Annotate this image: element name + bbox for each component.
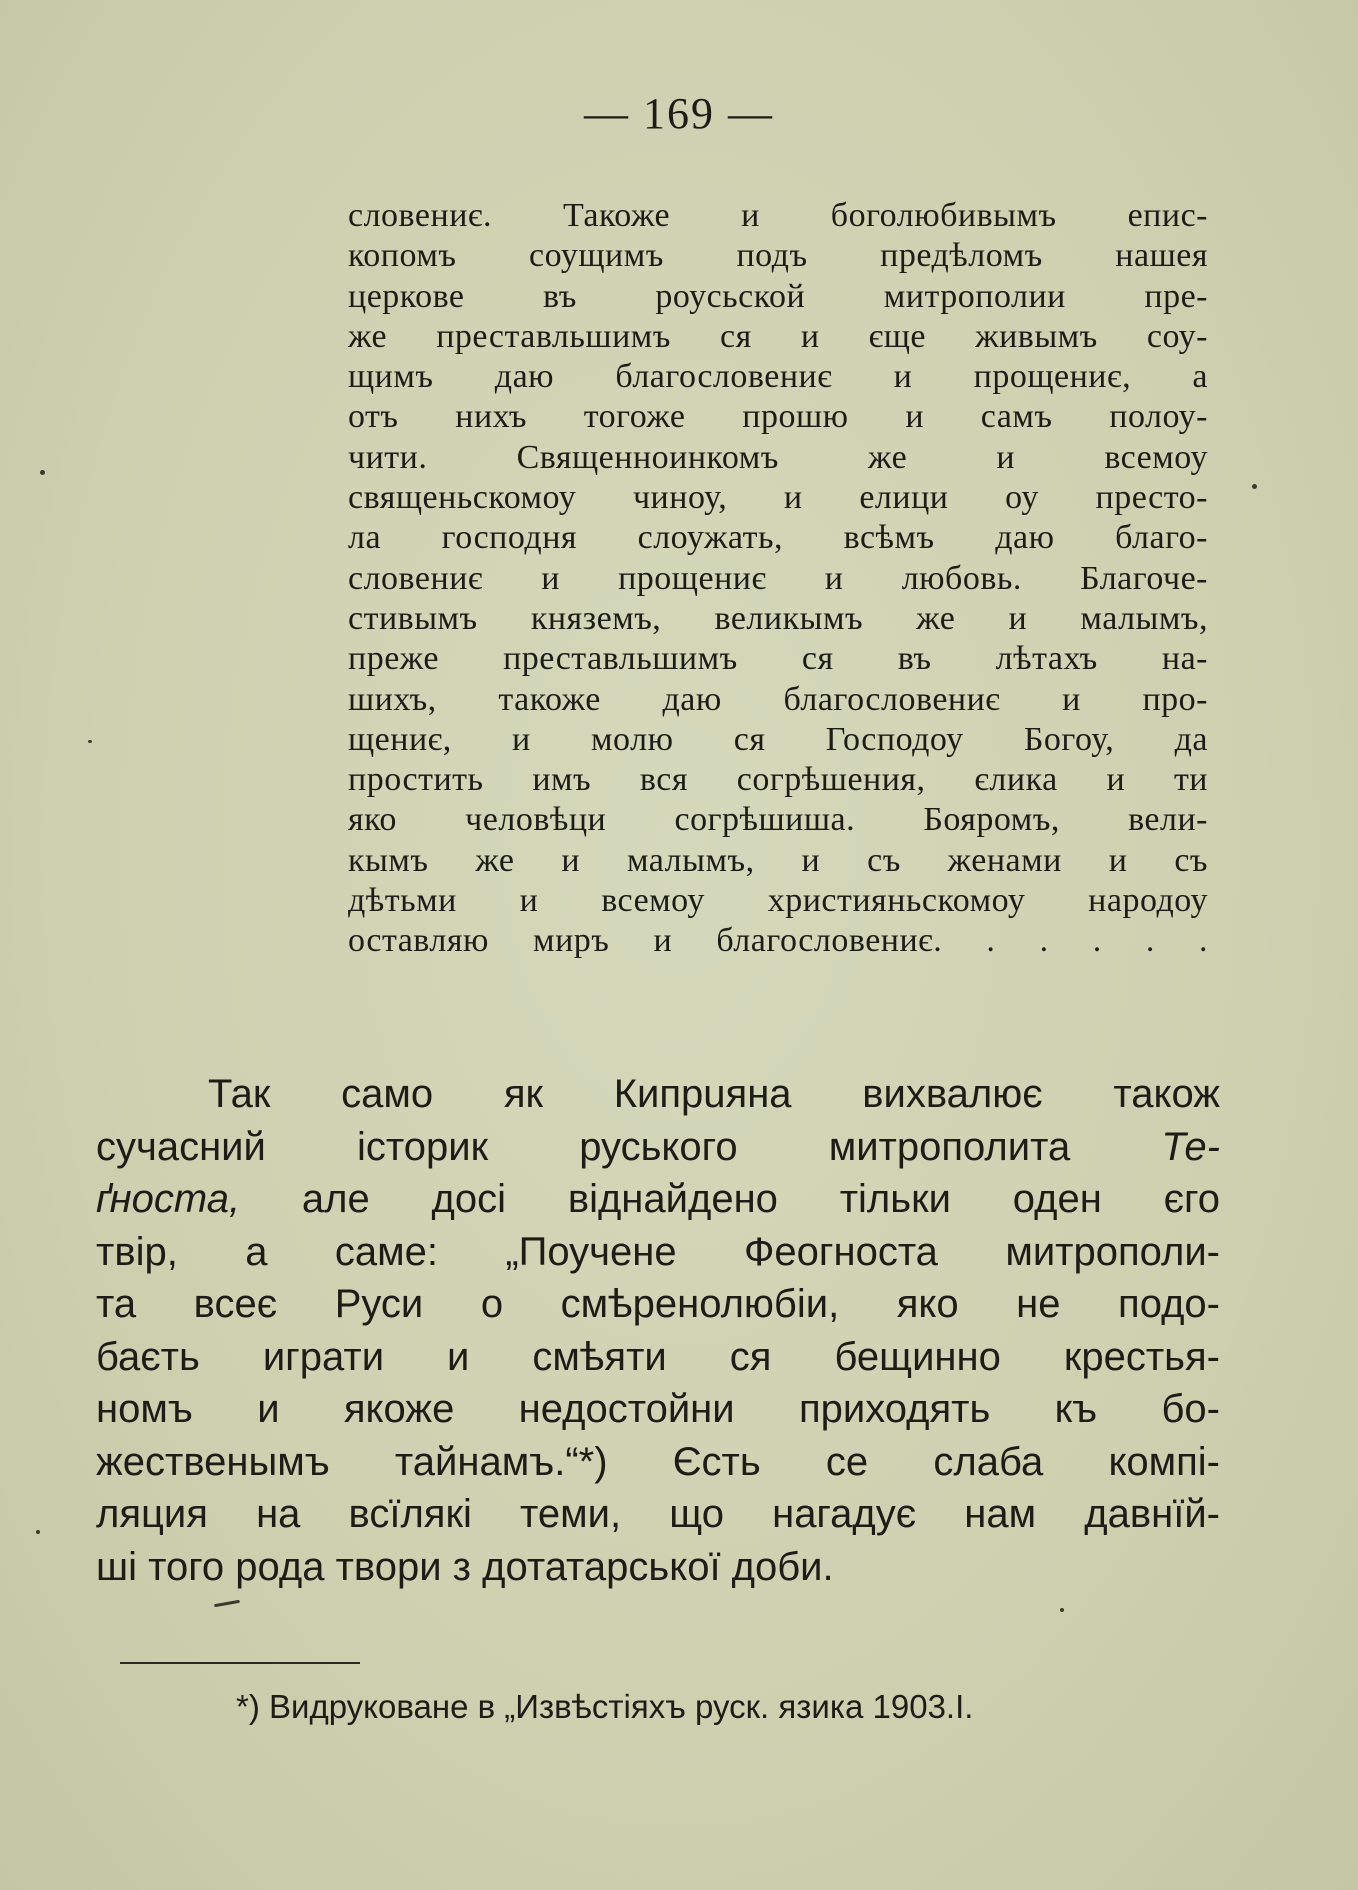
page-number: — 169 — <box>584 89 774 138</box>
paper-speck <box>1060 1608 1064 1612</box>
italic-name: ґноста, <box>96 1177 241 1221</box>
quote-line: же преставльшимъ ся и єще живымъ соу- <box>348 317 1208 355</box>
quote-line: чити. Священноинкомъ же и всемоу <box>348 438 1208 476</box>
body-line: ші того рода твори з дотатарської доби. <box>96 1544 834 1589</box>
body-line: твір, а саме: „Поучене Феогноста митрополи- <box>96 1229 1220 1274</box>
quote-line: отъ нихъ тогоже прошю и самъ полоу- <box>348 398 1208 436</box>
quote-line: священьскомоу чиноу, и елици оу престо- <box>348 479 1208 517</box>
quote-line: дѣтьми и всемоу християньскомоу народоу <box>348 882 1208 920</box>
paper-speck <box>40 470 45 475</box>
body-paragraph <box>96 1068 1220 1593</box>
body-line-text: сучасний історик руського митрополита <box>96 1124 1162 1169</box>
quote-line: стивымъ княземъ, великымъ же и малымъ, <box>348 599 1208 637</box>
quote-line: церкове въ роусьской митрополии пре- <box>348 277 1208 315</box>
body-line: ляция на всїлякі теми, що нагадує нам давнїй- <box>96 1492 1220 1536</box>
quote-line: словениє и прощениє и любовь. Благоче- <box>348 559 1208 597</box>
paper-speck <box>88 740 92 743</box>
quote-line: оставляю миръ и благословениє. . . . . . <box>348 922 1208 960</box>
quoted-text-block <box>348 196 1208 962</box>
paper-speck <box>36 1530 40 1534</box>
quote-line: яко человѣци согрѣшиша. Бояромъ, вели- <box>348 801 1208 839</box>
quote-line: копомъ соущимъ подъ предѣломъ нашея <box>348 237 1208 275</box>
body-line: баєть играти и смѣяти ся бещинно крестья- <box>96 1334 1220 1379</box>
quote-line: ла господня слоужать, всѣмъ даю благо- <box>348 519 1208 557</box>
quote-line: кымъ же и малымъ, и съ женами и съ <box>348 841 1208 879</box>
footnote-divider <box>120 1662 360 1664</box>
paper-speck <box>1252 484 1257 489</box>
quote-line: словениє. Такоже и боголюбивымъ епис- <box>348 197 1208 234</box>
paper-speck <box>214 1600 240 1607</box>
quote-line: преже преставльшимъ ся въ лѣтахъ на- <box>348 640 1208 678</box>
body-line: Так само як Кипрuяна вихвалює також <box>208 1072 1220 1116</box>
body-line <box>96 1173 1220 1226</box>
body-line: та всеє Руси о смѣренолюбіи, яко не подо- <box>96 1282 1220 1326</box>
body-line-text: але досі віднайдено тільки оден єго <box>240 1177 1220 1221</box>
quote-line: щимъ даю благословениє и прощениє, а <box>348 358 1208 396</box>
body-line <box>96 1121 1220 1174</box>
quote-line: шихъ, такоже даю благословениє и про- <box>348 680 1208 718</box>
body-line: номъ и якоже недостойни приходять къ бо- <box>96 1387 1220 1431</box>
footnote: *) Видруковане в „Извѣстіяхъ руск. язика 1903.І. <box>236 1688 974 1725</box>
quote-line: простить имъ вся согрѣшения, єлика и ти <box>348 761 1208 799</box>
body-line: жественымъ тайнамъ.“*) Єсть се слаба компі- <box>96 1439 1220 1484</box>
italic-name: Те- <box>1161 1124 1220 1169</box>
quote-line: щениє, и молю ся Господоу Богоу, да <box>348 720 1208 758</box>
